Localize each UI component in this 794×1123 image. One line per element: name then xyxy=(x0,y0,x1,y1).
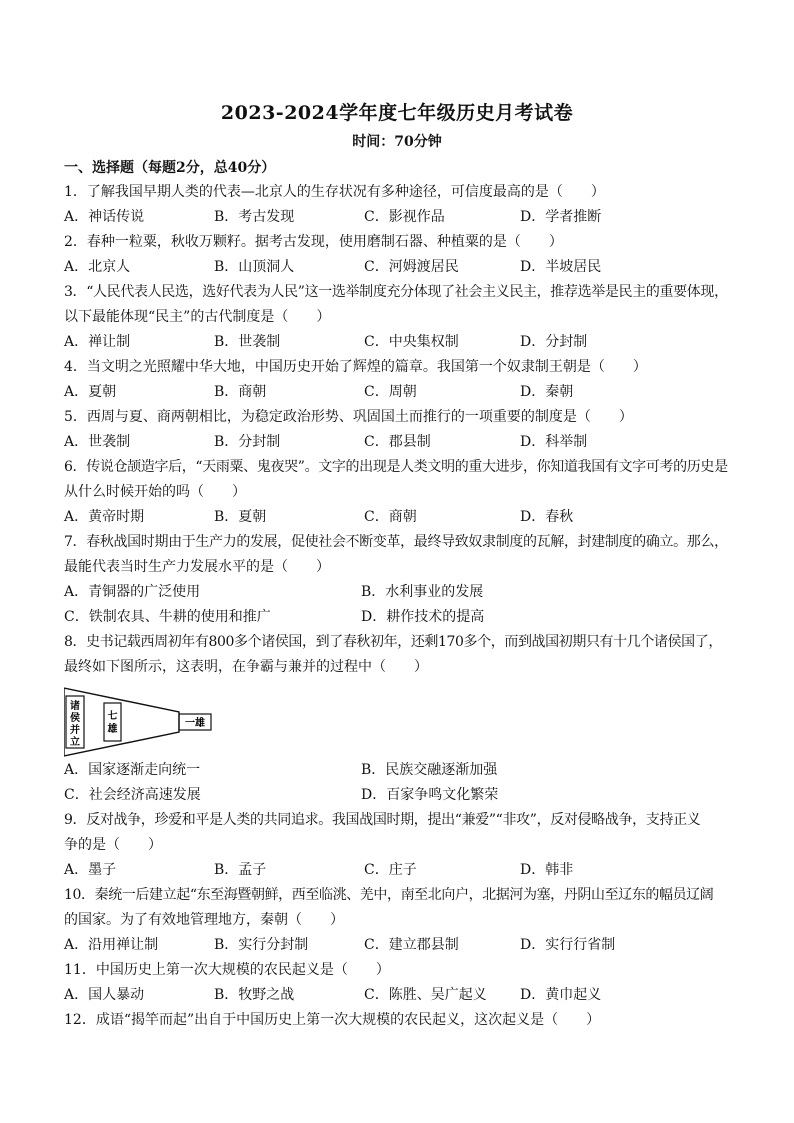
option-row xyxy=(64,783,740,808)
exam-duration: 时间：70分钟 xyxy=(352,134,442,150)
option-a: A．墨子 xyxy=(64,862,117,878)
option-c: C．河姆渡居民 xyxy=(364,259,459,275)
option-d: D．秦朝 xyxy=(520,384,574,400)
option-d: D．春秋 xyxy=(520,509,574,525)
question-text-cont: 以下最能体现“民主”的古代制度是（ ） xyxy=(64,309,331,325)
option-b: B．分封制 xyxy=(214,434,281,450)
option-row xyxy=(64,580,740,605)
option-d: D．百家争鸣文化繁荣 xyxy=(361,787,499,803)
left-label-2: 侯 xyxy=(70,713,80,724)
question-text: 12．成语“揭竿而起”出自于中国历史上第一次大规模的农民起义，这次起义是（ ） xyxy=(64,1012,601,1028)
option-d: D．半坡居民 xyxy=(520,259,602,275)
option-d: D．科举制 xyxy=(520,434,588,450)
option-d: D．黄巾起义 xyxy=(520,987,602,1003)
left-label-3: 并 xyxy=(70,725,80,736)
question-list xyxy=(64,180,740,1033)
option-row xyxy=(64,605,740,630)
option-c: C．建立郡县制 xyxy=(364,937,459,953)
funnel-diagram-svg xyxy=(64,686,244,758)
option-a: A．禅让制 xyxy=(64,334,131,350)
option-c: C．影视作品 xyxy=(364,209,445,225)
option-b: B．考古发现 xyxy=(214,209,295,225)
option-c: C．中央集权制 xyxy=(364,334,459,350)
question-text: 3．“人民代表人民选，选好代表为人民”这一选举制度充分体现了社会主义民主，推荐选举是民主的重要体现， xyxy=(64,284,728,300)
question-text: 8．史书记载西周初年有800多个诸侯国，到了春秋初年，还剩170多个，而到战国初期只有十几个诸侯国了， xyxy=(64,634,722,650)
option-b: B．世袭制 xyxy=(214,334,281,350)
option-a: A．世袭制 xyxy=(64,434,131,450)
option-row xyxy=(64,255,740,280)
question-text: 10．秦统一后建立起“东至海暨朝鲜，西至临洮、羌中，南至北向户，北据河为塞，丹阴山至辽东的幅员辽阔 xyxy=(64,887,714,903)
question-text: 7．春秋战国时期由于生产力的发展，促使社会不断变革，最终导致奴隶制度的瓦解，封建制度的确立。那么， xyxy=(64,534,728,550)
option-b: B．牧野之战 xyxy=(214,987,295,1003)
option-c: C．庄子 xyxy=(364,862,417,878)
option-a: A．黄帝时期 xyxy=(64,509,145,525)
middle-label-1: 七 xyxy=(107,711,118,722)
question-text-cont: 争的是（ ） xyxy=(64,837,162,853)
option-b: B．民族交融逐渐加强 xyxy=(361,762,498,778)
option-d: D．学者推断 xyxy=(520,209,602,225)
option-row xyxy=(64,330,740,355)
question-text: 11．中国历史上第一次大规模的农民起义是（ ） xyxy=(64,962,390,978)
question-text-cont: 从什么时候开始的吗（ ） xyxy=(64,484,246,500)
funnel-diagram xyxy=(64,680,740,758)
option-a: A．神话传说 xyxy=(64,209,145,225)
option-row xyxy=(64,430,740,455)
option-a: A．夏朝 xyxy=(64,384,117,400)
option-c: C．商朝 xyxy=(364,509,417,525)
option-b: B．夏朝 xyxy=(214,509,267,525)
option-b: B．孟子 xyxy=(214,862,267,878)
option-row xyxy=(64,983,740,1008)
option-c: C．铁制农具、牛耕的使用和推广 xyxy=(64,609,271,625)
option-c: C．社会经济高速发展 xyxy=(64,787,201,803)
option-a: A．北京人 xyxy=(64,259,131,275)
question-text: 4．当文明之光照耀中华大地，中国历史开始了辉煌的篇章。我国第一个奴隶制王朝是（ ） xyxy=(64,359,647,375)
left-label-4: 立 xyxy=(70,737,80,748)
option-row xyxy=(64,380,740,405)
question-text: 6．传说仓颉造字后，“天雨粟、鬼夜哭”。文字的出现是人类文明的重大进步，你知道我国有文字可考的历史是 xyxy=(64,459,728,475)
option-d: D．韩非 xyxy=(520,862,574,878)
option-b: B．商朝 xyxy=(214,384,267,400)
exam-title: 2023-2024学年度七年级历史月考试卷 xyxy=(220,102,574,124)
option-c: C．周朝 xyxy=(364,384,417,400)
option-row xyxy=(64,933,740,958)
option-a: A．国人暴动 xyxy=(64,987,145,1003)
right-label: 一雄 xyxy=(185,718,205,729)
option-b: B．山顶洞人 xyxy=(214,259,295,275)
option-d: D．耕作技术的提高 xyxy=(361,609,485,625)
option-c: C．陈胜、吴广起义 xyxy=(364,987,487,1003)
option-a: A．青铜器的广泛使用 xyxy=(64,584,201,600)
question-text: 2．春种一粒粟，秋收万颗籽。据考古发现，使用磨制石器、种植粟的是（ ） xyxy=(64,234,563,250)
option-b: B．实行分封制 xyxy=(214,937,309,953)
option-b: B．水利事业的发展 xyxy=(361,584,484,600)
option-row xyxy=(64,505,740,530)
option-d: D．分封制 xyxy=(520,334,588,350)
option-d: D．实行行省制 xyxy=(520,937,616,953)
question-text: 1．了解我国早期人类的代表—北京人的生存状况有多种途径，可信度最高的是（ ） xyxy=(64,184,605,200)
middle-label-2: 雄 xyxy=(107,724,118,735)
left-label-1: 诸 xyxy=(70,701,80,712)
section-heading: 一、选择题（每题2分，总40分） xyxy=(64,160,276,176)
middle-box xyxy=(104,703,121,741)
question-text-cont: 最能代表当时生产力发展水平的是（ ） xyxy=(64,559,330,575)
option-row xyxy=(64,205,740,230)
question-text-cont: 的国家。为了有效地管理地方，秦朝（ ） xyxy=(64,912,344,928)
option-a: A．国家逐渐走向统一 xyxy=(64,762,201,778)
option-row xyxy=(64,858,740,883)
question-text: 9．反对战争，珍爱和平是人类的共同追求。我国战国时期，提出“兼爱”“非攻”，反对侵略战争，支持正义 xyxy=(64,812,701,828)
question-text-cont: 最终如下图所示，这表明，在争霸与兼并的过程中（ ） xyxy=(64,659,428,675)
option-row xyxy=(64,758,740,783)
option-a: A．沿用禅让制 xyxy=(64,937,159,953)
question-text: 5．西周与夏、商两朝相比，为稳定政治形势、巩固国土而推行的一项重要的制度是（ ） xyxy=(64,409,633,425)
option-c: C．郡县制 xyxy=(364,434,431,450)
